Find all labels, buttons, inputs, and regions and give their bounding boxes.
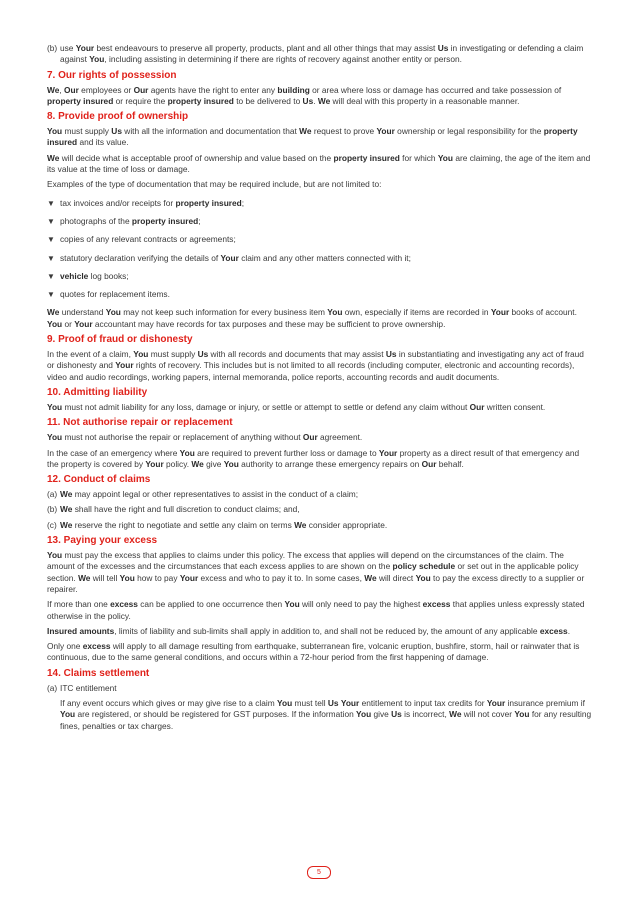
- paragraph: Only one excess will apply to all damage resulting from earthquake, subterranean fire, volcanic eruption, bushfire, storm, hail or rainwater that is continuous, due to the same general conditions, and occurs within a 72-hour period from the first happening of damage.: [47, 641, 580, 663]
- page-content: [47, 43, 593, 736]
- clause-text: use Your best endeavours to preserve all property, products, plant and all other things that may assist Us in investigating or defending a claim against You, including assisting in determining if there are rights of recovery against another entity or person.: [60, 43, 584, 65]
- section-heading: 13. Paying your excess: [47, 535, 158, 547]
- triangle-bullet-icon: ▼: [47, 253, 55, 263]
- paragraph: You must not admit liability for any loss, damage or injury, or settle or attempt to settle or defend any claim without Our written consent.: [47, 401, 546, 412]
- paragraph: Insured amounts, limits of liability and sub-limits shall apply in addition to, and shall not be reduced by, the amount of any applicable excess.: [47, 625, 571, 636]
- paragraph: You must not authorise the repair or replacement of anything without Our agreement.: [47, 432, 363, 443]
- clause-14a: (a) ITC entitlement: [47, 682, 117, 693]
- paragraph: In the event of a claim, You must supply Us with all records and documents that may assist Us in substantiating and investigating any act of fraud or dishonesty and Your rights of recovery. This includes but is not limited to all records (including computer, electronic and accounting records), video and audio recordings, working papers, internal memoranda, police reports, accounting records and audit documents.: [47, 349, 584, 382]
- list-item: ▼ tax invoices and/or receipts for property insured;: [47, 197, 245, 208]
- list-item: ▼ photographs of the property insured;: [47, 215, 201, 226]
- page-number: 5: [307, 866, 331, 879]
- paragraph: We will decide what is acceptable proof of ownership and value based on the property insured for which You are claiming, the age of the item and its value at the time of loss or damage.: [47, 152, 591, 175]
- clause-12b: (b) We shall have the right and full discretion to conduct claims; and,: [47, 504, 300, 515]
- triangle-bullet-icon: ▼: [47, 290, 55, 300]
- paragraph: You must supply Us with all the information and documentation that We request to prove Your ownership or legal responsibility for the property insured and its value.: [47, 126, 578, 148]
- paragraph: You must pay the excess that applies to claims under this policy. The excess that applies will depend on the circumstances of the claim. The amount of the excesses and the circumstances that each excess applies to are shown on the policy schedule or set out in the applicable policy section. We will tell You how to pay Your excess and who to pay it to. In some cases, We will direct You to pay the excess directly to a supplier or repairer.: [47, 550, 585, 594]
- section-heading: 8. Provide proof of ownership: [47, 111, 189, 123]
- item-label: (b): [47, 43, 58, 53]
- section-heading: 11. Not authorise repair or replacement: [47, 417, 233, 429]
- triangle-bullet-icon: ▼: [47, 235, 55, 245]
- list-item: ▼ copies of any relevant contracts or agreements;: [47, 234, 236, 245]
- paragraph: We understand You may not keep such information for every business item You own, especially if items are recorded in Your books of account. You or Your accountant may have records for tax purposes and these may be sufficient to prove ownership.: [47, 307, 577, 329]
- list-item: ▼ vehicle log books;: [47, 270, 129, 281]
- paragraph: Examples of the type of documentation that may be required include, but are not limited to:: [47, 179, 382, 190]
- section-heading: 9. Proof of fraud or dishonesty: [47, 334, 193, 346]
- section-heading: 14. Claims settlement: [47, 667, 150, 679]
- paragraph: If any event occurs which gives or may give rise to a claim You must tell Us Your entitlement to input tax credits for Your insurance premium if You are registered, or should be registered for GST purposes. If the information You give Us is incorrect, We will not cover You for any resulting fines, penalties or tax charges.: [60, 697, 592, 731]
- section-heading: 10. Admitting liability: [47, 386, 148, 398]
- clause-12c: (c) We reserve the right to negotiate and settle any claim on terms We consider appropriate.: [47, 519, 388, 530]
- triangle-bullet-icon: ▼: [47, 271, 55, 281]
- list-item: ▼ quotes for replacement items.: [47, 289, 170, 300]
- list-item: ▼ statutory declaration verifying the details of Your claim and any other matters connected with it;: [47, 252, 411, 263]
- paragraph: If more than one excess can be applied to one occurrence then You will only need to pay the highest excess that applies unless expressly stated otherwise in the policy.: [47, 599, 585, 621]
- clause-12a: (a) We may appoint legal or other representatives to assist in the conduct of a claim;: [47, 489, 359, 500]
- clause-6b: [47, 43, 593, 66]
- triangle-bullet-icon: ▼: [47, 216, 55, 226]
- triangle-bullet-icon: ▼: [47, 198, 55, 208]
- section-heading: 12. Conduct of claims: [47, 474, 151, 486]
- section-heading: 7. Our rights of possession: [47, 69, 177, 81]
- paragraph: In the case of an emergency where You are required to prevent further loss or damage to Your property as a direct result of that emergency and the property is covered by Your policy. We give You authority to arrange these emergency repairs on Our behalf.: [47, 447, 580, 469]
- paragraph: We, Our employees or Our agents have the right to enter any building or area where loss or damage has occurred and take possession of property insured or require the property insured to be delivered to Us. We will deal with this property in a reasonable manner.: [47, 84, 562, 106]
